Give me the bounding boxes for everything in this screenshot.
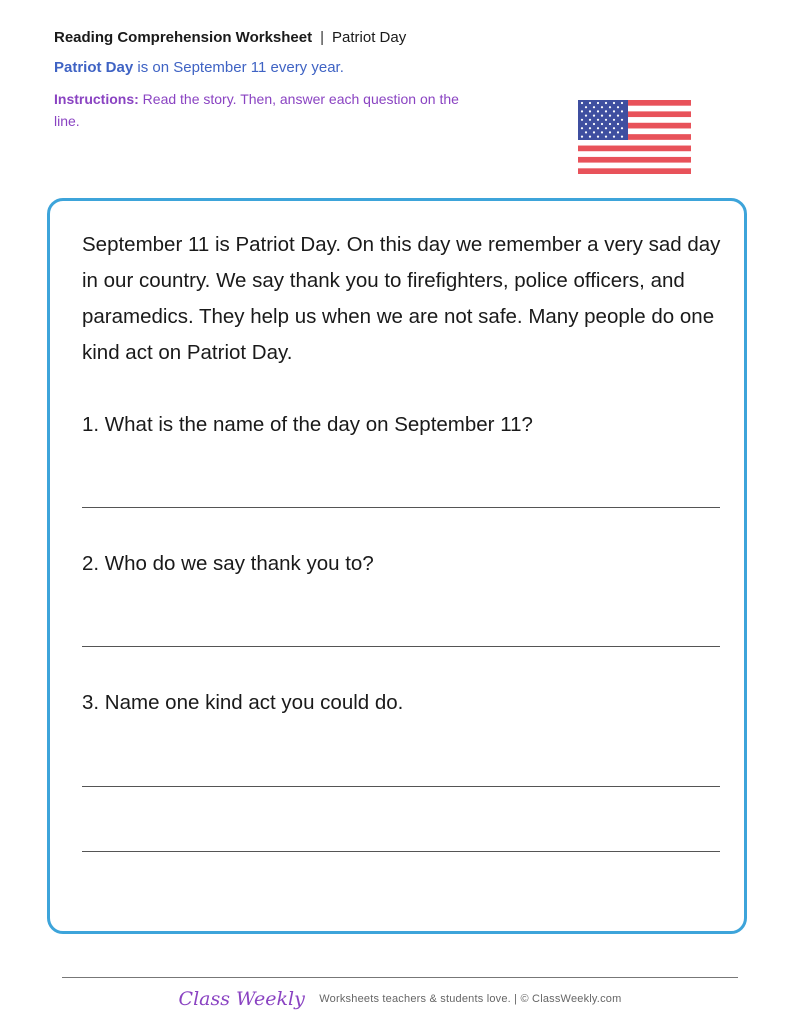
flag-stripe bbox=[578, 163, 691, 169]
flag-star bbox=[621, 119, 623, 121]
flag-star bbox=[585, 123, 587, 125]
flag-star bbox=[613, 136, 615, 138]
flag-star bbox=[589, 127, 591, 129]
flag-star bbox=[605, 102, 607, 104]
flag-star bbox=[601, 131, 603, 133]
footer-tagline: Worksheets teachers & students love. | © ClassWeekly.com bbox=[319, 993, 622, 1005]
flag-star bbox=[585, 115, 587, 117]
worksheet-subtitle bbox=[54, 58, 554, 78]
flag-star bbox=[621, 127, 623, 129]
flag-star bbox=[613, 119, 615, 121]
american-flag-icon bbox=[578, 100, 691, 174]
flag-star bbox=[621, 136, 623, 138]
flag-star bbox=[617, 123, 619, 125]
flag-star bbox=[601, 106, 603, 108]
flag-stripe bbox=[578, 157, 691, 163]
flag-star bbox=[613, 102, 615, 104]
flag-stripe bbox=[578, 168, 691, 174]
flag-star bbox=[589, 110, 591, 112]
flag-star bbox=[597, 110, 599, 112]
flag-stripe bbox=[578, 151, 691, 157]
flag-star bbox=[581, 102, 583, 104]
footer bbox=[0, 988, 800, 1010]
subtitle-text: is on September 11 every year. bbox=[133, 59, 344, 76]
worksheet-header bbox=[54, 28, 554, 132]
flag-star bbox=[613, 127, 615, 129]
flag-star bbox=[609, 115, 611, 117]
flag-star bbox=[593, 123, 595, 125]
flag-star bbox=[605, 119, 607, 121]
flag-stripe bbox=[578, 146, 691, 152]
flag-star bbox=[609, 123, 611, 125]
footer-divider bbox=[62, 977, 738, 978]
flag-star bbox=[601, 115, 603, 117]
flag-star bbox=[589, 102, 591, 104]
flag-star bbox=[621, 110, 623, 112]
flag-star bbox=[597, 102, 599, 104]
flag-star bbox=[585, 131, 587, 133]
flag-star bbox=[581, 127, 583, 129]
answer-line-1[interactable] bbox=[82, 507, 720, 508]
flag-star bbox=[593, 131, 595, 133]
flag-star bbox=[601, 123, 603, 125]
worksheet-topic: Patriot Day bbox=[332, 29, 407, 46]
title-separator: | bbox=[320, 29, 325, 46]
story-text: September 11 is Patriot Day. On this day we remember a very sad day in our country. We say thank you to firefighters, police officers, and paramedics. They help us when we are not safe. Many people do one kind act on Patriot Day. bbox=[82, 233, 721, 364]
flag-star bbox=[621, 102, 623, 104]
flag-star bbox=[605, 127, 607, 129]
flag-star bbox=[589, 119, 591, 121]
subtitle-highlight: Patriot Day bbox=[54, 59, 134, 76]
flag-star bbox=[609, 131, 611, 133]
flag-star bbox=[585, 106, 587, 108]
flag-star bbox=[617, 131, 619, 133]
answer-line-3b[interactable] bbox=[82, 851, 720, 852]
flag-star bbox=[581, 110, 583, 112]
answer-line-3a[interactable] bbox=[82, 786, 720, 787]
flag-star bbox=[617, 115, 619, 117]
flag-star bbox=[597, 136, 599, 138]
flag-star bbox=[605, 110, 607, 112]
flag-star bbox=[597, 127, 599, 129]
flag-star bbox=[613, 110, 615, 112]
flag-star bbox=[609, 106, 611, 108]
flag-stripe bbox=[578, 140, 691, 146]
brand-logo: Class Weekly bbox=[178, 988, 305, 1010]
story-card bbox=[47, 198, 747, 934]
flag-star bbox=[589, 136, 591, 138]
question-3: 3. Name one kind act you could do. bbox=[82, 691, 404, 714]
instructions-text: Read the story. Then, answer each question on the line. bbox=[54, 91, 459, 129]
instructions-label: Instructions: bbox=[54, 91, 139, 107]
question-1: 1. What is the name of the day on September 11? bbox=[82, 413, 533, 436]
flag-star bbox=[617, 106, 619, 108]
worksheet-title-line bbox=[54, 28, 554, 48]
flag-star bbox=[597, 119, 599, 121]
flag-star bbox=[593, 115, 595, 117]
answer-line-2[interactable] bbox=[82, 646, 720, 647]
flag-star bbox=[593, 106, 595, 108]
flag-star bbox=[581, 136, 583, 138]
flag-star bbox=[581, 119, 583, 121]
instructions bbox=[54, 88, 484, 132]
question-2: 2. Who do we say thank you to? bbox=[82, 552, 374, 575]
flag-star bbox=[605, 136, 607, 138]
worksheet-title: Reading Comprehension Worksheet bbox=[54, 29, 313, 46]
